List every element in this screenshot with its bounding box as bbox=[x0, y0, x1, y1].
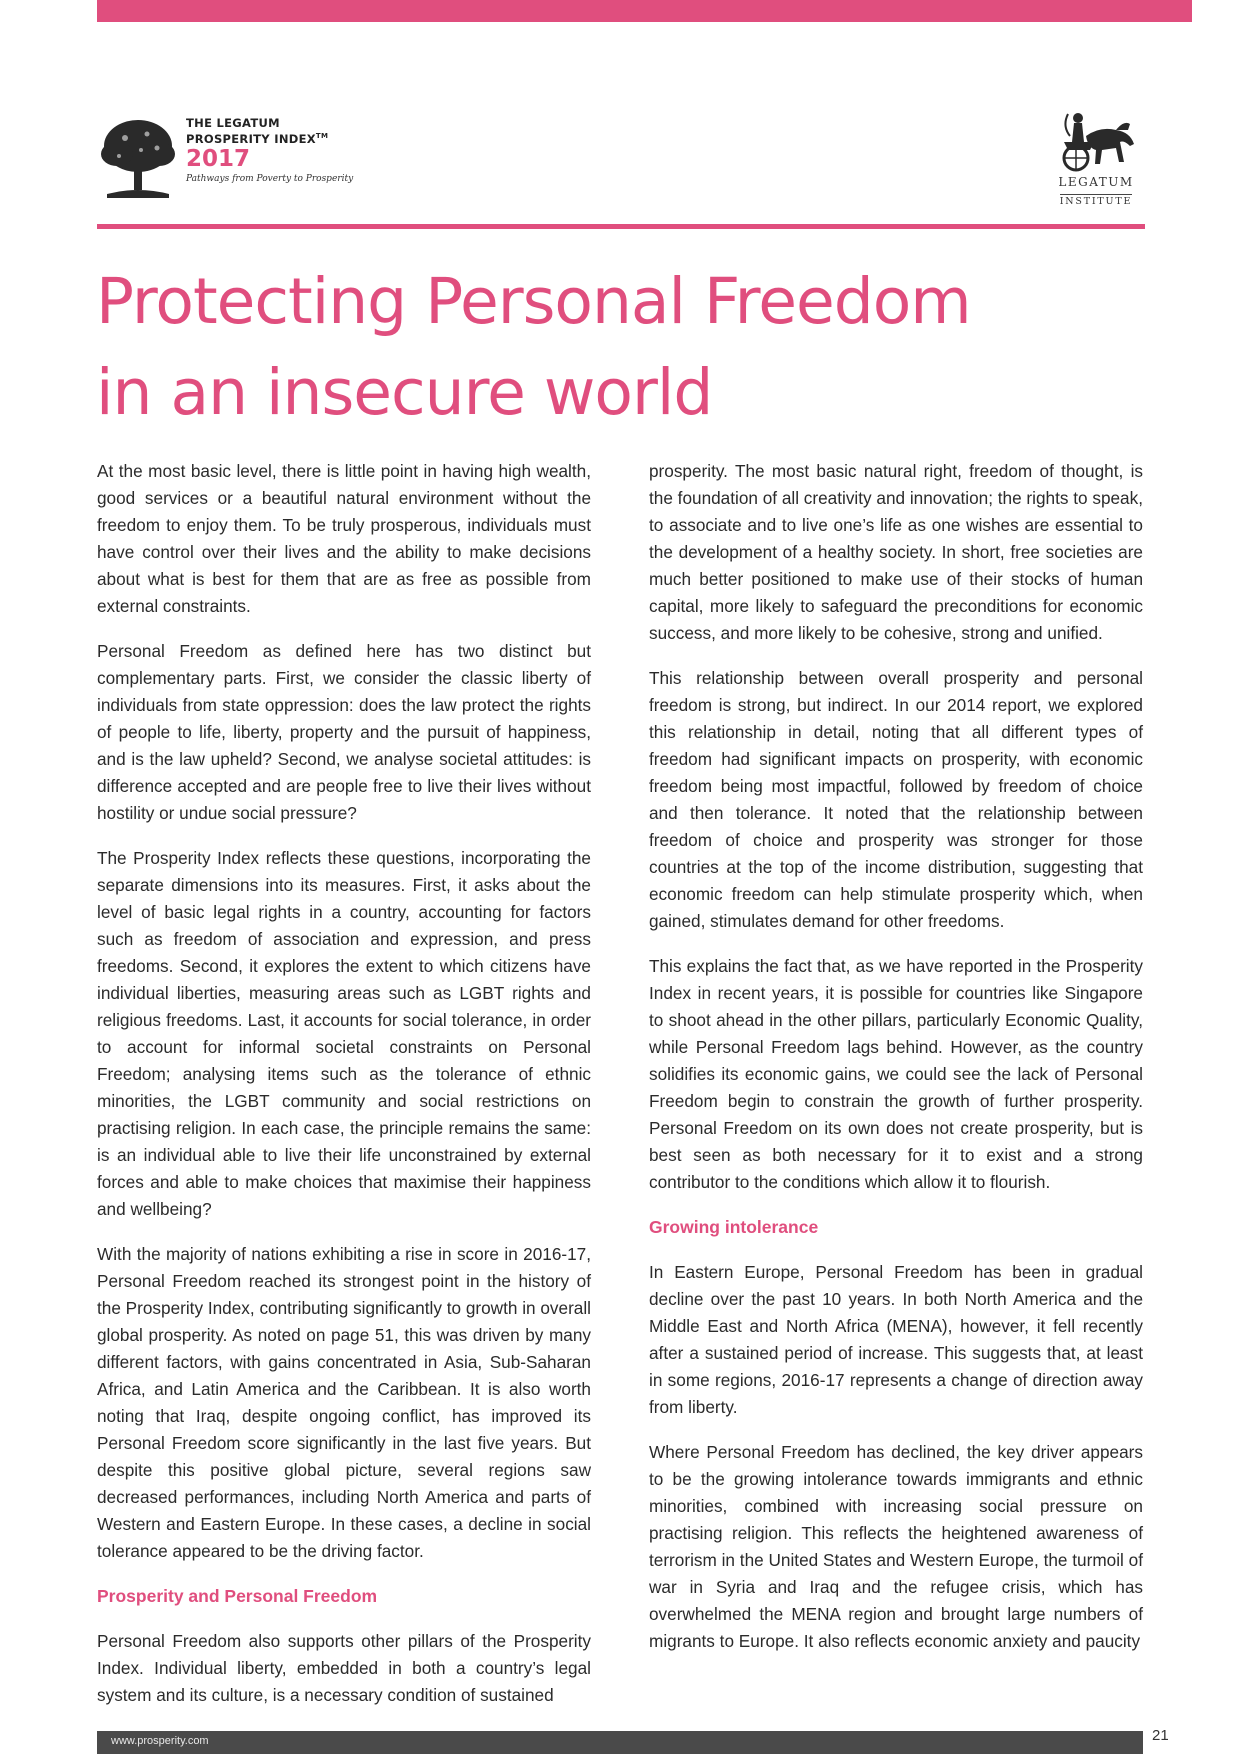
page-number: 21 bbox=[1152, 1727, 1169, 1744]
institute-wordmark bbox=[1050, 175, 1142, 208]
title-line-1: Protecting Personal Freedom bbox=[96, 265, 971, 338]
left-paragraph-4: With the majority of nations exhibiting a rise in score in 2016-17, Personal Freedom reached its strongest point in the history of the Prosperity Index, contributing significantly to growth in overall global prosperity. As noted on page 51, this was driven by many different factors, with gains concentrated in Asia, Sub-Saharan Africa, and Latin America and the Caribbean. It is also worth noting that Iraq, despite ongoing conflict, has improved its Personal Freedom score significantly in the last five years. But despite this positive global picture, several regions saw decreased performances, including North America and parts of Western and Eastern Europe. In these cases, a decline in social tolerance appeared to be the driving factor. bbox=[97, 1244, 591, 1561]
top-accent-bar bbox=[97, 0, 1192, 22]
page-title bbox=[96, 256, 1146, 438]
left-paragraph-5: Personal Freedom also supports other pillars of the Prosperity Index. Individual liberty, embedded in both a country’s legal system and its culture, is a necessary condition of sustained bbox=[97, 1631, 591, 1705]
brand-line-2-text: PROSPERITY INDEX bbox=[186, 131, 316, 146]
header-rule bbox=[97, 224, 1145, 229]
brand-trademark: TM bbox=[315, 132, 329, 140]
brand-line-1: THE LEGATUM bbox=[186, 116, 280, 130]
institute-sub: INSTITUTE bbox=[1059, 196, 1133, 207]
right-paragraph-1: prosperity. The most basic natural right, freedom of thought, is the foundation of all creativity and innovation; the rights to speak, to associate and to live one’s life as one wishes are essential to the development of a healthy society. In short, free societies are much better positioned to make use of their stocks of human capital, more likely to safeguard the preconditions for economic success, and more likely to be cohesive, strong and unified. bbox=[649, 461, 1143, 643]
brand-year: 2017 bbox=[186, 145, 251, 172]
tree-logo-icon bbox=[97, 116, 179, 202]
right-paragraph-5: Where Personal Freedom has declined, the key driver appears to be the growing intolerance towards immigrants and ethnic minorities, combined with increasing social pressure on practising religion. This reflects the heightened awareness of terrorism in the United States and Western Europe, the turmoil of war in Syria and Iraq and the refugee crisis, which has overwhelmed the MENA region and brought large numbers of migrants to Europe. It also reflects economic anxiety and paucity bbox=[649, 1442, 1143, 1651]
institute-name: LEGATUM bbox=[1058, 175, 1134, 189]
section-heading-prosperity-freedom: Prosperity and Personal Freedom bbox=[97, 1586, 378, 1606]
left-paragraph-1: At the most basic level, there is little point in having high wealth, good services or a beautiful natural environment without the freedom to enjoy them. To be truly prosperous, individuals must have control over their lives and the ability to make decisions about what is best for them that are as free as possible from external constraints. bbox=[97, 461, 591, 616]
footer-bar bbox=[97, 1731, 1143, 1754]
index-brand bbox=[186, 117, 353, 184]
right-paragraph-3: This explains the fact that, as we have reported in the Prosperity Index in recent years, it is possible for countries like Singapore to shoot ahead in the other pillars, particularly Economic Quality, while Personal Freedom lags behind. However, as the country solidifies its economic gains, we could see the lack of Personal Freedom begin to constrain the growth of further prosperity. Personal Freedom on its own does not create prosperity, but is best seen as both necessary for it to exist and a strong contributor to the conditions which allow it to flourish. bbox=[649, 956, 1143, 1192]
right-paragraph-4: In Eastern Europe, Personal Freedom has been in gradual decline over the past 10 years. In both North America and the Middle East and North Africa (MENA), however, it fell recently after a sustained period of increase. This suggests that, at least in some regions, 2016-17 represents a change of direction away from liberty. bbox=[649, 1262, 1143, 1417]
left-paragraph-2: Personal Freedom as defined here has two distinct but complementary parts. First, we consider the classic liberty of individuals from state oppression: does the law protect the rights of people to life, liberty, property and the pursuit of happiness, and is the law upheld? Second, we analyse societal attitudes: is difference accepted and are people free to live their lives without hostility or undue social pressure? bbox=[97, 641, 591, 823]
right-column bbox=[649, 458, 1143, 1673]
page-header bbox=[97, 100, 1145, 230]
left-column bbox=[97, 458, 591, 1727]
left-paragraph-3: The Prosperity Index reflects these questions, incorporating the separate dimensions into its measures. First, it asks about the level of basic legal rights in a country, accounting for factors such as freedom of association and expression, and press freedoms. Second, it explores the extent to which citizens have individual liberties, measuring areas such as LGBT rights and religious freedoms. Last, it accounts for social tolerance, in order to account for informal societal constraints on Personal Freedom; analysing items such as the tolerance of ethnic minorities, the LGBT community and social restrictions on practising religion. In each case, the principle remains the same: is an individual able to live their life unconstrained by external forces and able to make choices that maximise their happiness and wellbeing? bbox=[97, 848, 591, 1219]
footer-url-link[interactable]: www.prosperity.com bbox=[111, 1735, 209, 1747]
right-paragraph-2: This relationship between overall prosperity and personal freedom is strong, but indirect. In our 2014 report, we explored this relationship in detail, noting that all different types of freedom had significant impacts on prosperity, with economic freedom being most impactful, followed by freedom of choice and then tolerance. It noted that the relationship between freedom of choice and prosperity was stronger for those countries at the top of the income distribution, suggesting that economic freedom can help stimulate prosperity which, when gained, stimulates demand for other freedoms. bbox=[649, 668, 1143, 931]
brand-line-2 bbox=[186, 130, 353, 146]
title-line-2: in an insecure world bbox=[96, 356, 713, 429]
brand-tagline: Pathways from Poverty to Prosperity bbox=[186, 173, 354, 184]
section-heading-growing-intolerance: Growing intolerance bbox=[649, 1217, 819, 1237]
